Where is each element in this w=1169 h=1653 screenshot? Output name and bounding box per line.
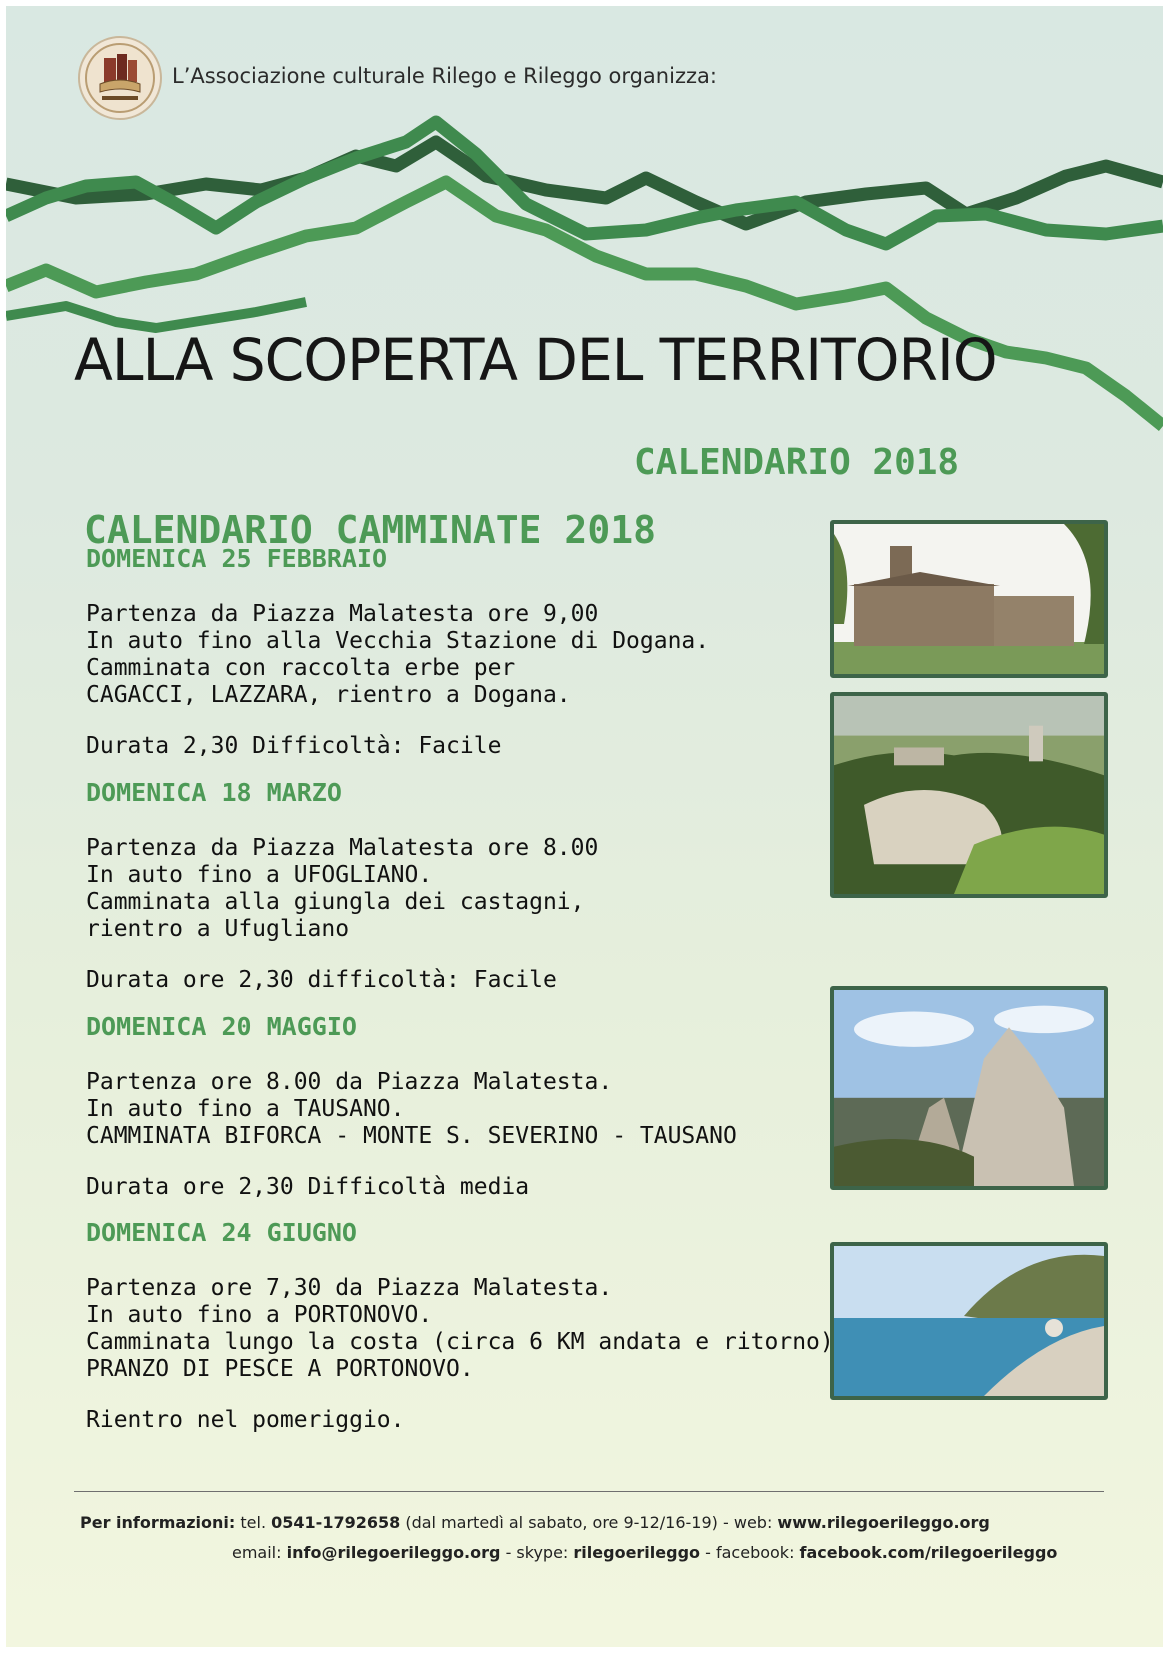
footer-tel-label: tel. — [240, 1513, 267, 1532]
event-item — [86, 1218, 834, 1433]
event-date: DOMENICA 18 MARZO — [86, 778, 342, 807]
event-detail-line: In auto fino a PORTONOVO. — [86, 1302, 433, 1328]
photo-castle-hill — [830, 692, 1108, 898]
event-detail-line: In auto fino a UFOGLIANO. — [86, 862, 433, 888]
footer-website-link[interactable]: www.rilegoerileggo.org — [777, 1513, 990, 1532]
association-logo — [78, 36, 162, 120]
photo-rock-peak — [830, 986, 1108, 1190]
event-item — [86, 544, 786, 759]
event-detail-line: PRANZO DI PESCE A PORTONOVO. — [86, 1356, 474, 1382]
photo-church — [830, 520, 1108, 678]
footer-info-line — [80, 1513, 990, 1532]
footer-facebook-label: - facebook: — [705, 1543, 795, 1562]
footer-phone[interactable]: 0541-1792658 — [271, 1513, 401, 1532]
event-detail-line: In auto fino alla Vecchia Stazione di Dogana. — [86, 628, 710, 654]
organizer-line: L’Associazione culturale Rilego e Rileggo organizza: — [172, 64, 717, 88]
event-detail-line: In auto fino a TAUSANO. — [86, 1096, 405, 1122]
footer-divider — [74, 1491, 1104, 1492]
poster-subtitle: CALENDARIO 2018 — [634, 442, 960, 483]
event-detail-line: Partenza ore 7,30 da Piazza Malatesta. — [86, 1275, 613, 1301]
event-detail-line: Partenza da Piazza Malatesta ore 9,00 — [86, 601, 599, 627]
event-detail-line: Camminata con raccolta erbe per — [86, 655, 516, 681]
footer-skype-label: - skype: — [505, 1543, 569, 1562]
section-title: CALENDARIO CAMMINATE 2018 — [84, 508, 656, 552]
photo-coast — [830, 1242, 1108, 1400]
event-duration: Durata 2,30 Difficoltà: Facile — [86, 733, 502, 759]
ridge-top — [6, 302, 306, 328]
event-item — [86, 1012, 786, 1200]
footer-facebook-link[interactable]: facebook.com/rilegoerileggo — [799, 1543, 1058, 1562]
event-detail-line: Camminata alla giungla dei castagni, — [86, 889, 585, 915]
event-item — [86, 778, 786, 993]
footer-contact-line — [232, 1543, 1057, 1562]
event-duration: Durata ore 2,30 difficoltà: Facile — [86, 967, 557, 993]
event-detail-line: rientro a Ufugliano — [86, 916, 350, 942]
event-detail-line: CAGACCI, LAZZARA, rientro a Dogana. — [86, 682, 571, 708]
event-date: DOMENICA 20 MAGGIO — [86, 1012, 357, 1041]
event-duration: Durata ore 2,30 Difficoltà media — [86, 1174, 530, 1200]
event-detail-line: Camminata lungo la costa (circa 6 KM andata e ritorno) — [86, 1329, 834, 1355]
event-date: DOMENICA 24 GIUGNO — [86, 1218, 357, 1247]
event-date: DOMENICA 25 FEBBRAIO — [86, 544, 388, 573]
event-duration: Rientro nel pomeriggio. — [86, 1407, 405, 1433]
footer-skype[interactable]: rilegoerileggo — [573, 1543, 701, 1562]
poster — [6, 6, 1163, 1647]
footer-email-label: email: — [232, 1543, 282, 1562]
footer-info-label: Per informazioni: — [80, 1513, 236, 1532]
footer-hours: (dal martedì al sabato, ore 9-12/16-19) - web: — [405, 1513, 773, 1532]
book-logo-icon — [80, 38, 160, 118]
footer-email-link[interactable]: info@rilegoerileggo.org — [286, 1543, 501, 1562]
poster-title: ALLA SCOPERTA DEL TERRITORIO — [74, 326, 997, 394]
event-detail-line: CAMMINATA BIFORCA - MONTE S. SEVERINO - TAUSANO — [86, 1123, 737, 1149]
event-detail-line: Partenza da Piazza Malatesta ore 8.00 — [86, 835, 599, 861]
event-detail-line: Partenza ore 8.00 da Piazza Malatesta. — [86, 1069, 613, 1095]
